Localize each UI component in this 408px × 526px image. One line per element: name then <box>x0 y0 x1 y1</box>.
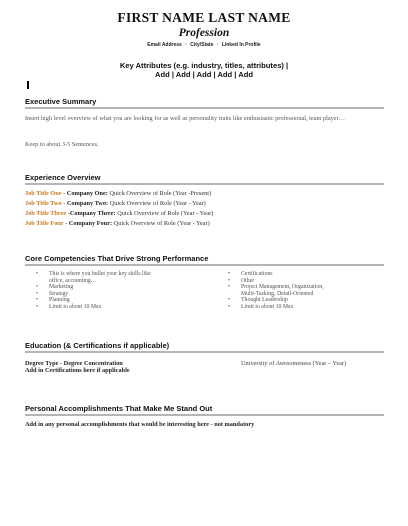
job-detail: Quick Overview of Role (Year - Year) <box>112 220 210 227</box>
email-address: Email Address <box>147 42 182 48</box>
job-entry <box>25 200 206 207</box>
job-entry <box>25 210 213 217</box>
job-separator: - <box>61 190 67 197</box>
key-attributes-line-1: Key Attributes (e.g. industry, titles, attributes) | <box>119 61 289 70</box>
competencies-right-list <box>228 271 388 311</box>
company-name: Company Three: <box>69 210 116 217</box>
section-title-executive-summary: Executive Summary <box>25 97 97 106</box>
list-item: • Marketing <box>36 284 206 291</box>
section-title-competencies: Core Competencies That Drive Strong Performance <box>25 254 209 263</box>
contact-line <box>0 42 408 48</box>
list-item: • Strategy <box>36 291 206 298</box>
section-divider <box>25 351 384 353</box>
section-divider <box>25 414 384 416</box>
job-title: Job Title One <box>25 190 62 197</box>
job-separator: - <box>63 220 69 227</box>
job-entry <box>25 190 211 197</box>
job-separator: - <box>61 200 67 207</box>
degree: Degree Type - Degree Concentration <box>25 360 123 367</box>
full-name: FIRST NAME LAST NAME <box>117 10 291 25</box>
job-detail: Quick Overview of Role (Year -Present) <box>107 190 212 197</box>
list-item: • Project Management, Organization, <box>228 284 388 291</box>
list-item-continuation: Multi-Tasking, Detail-Oriented <box>241 290 314 297</box>
section-divider <box>25 264 384 266</box>
list-item: • Other <box>228 278 388 285</box>
list-item: • Certifications <box>228 271 388 278</box>
company-name: Company Two: <box>66 200 109 207</box>
job-title: Job Title Four <box>25 220 64 227</box>
school: University of Awesomeness (Year – Year) <box>241 360 347 367</box>
text-cursor <box>27 81 29 89</box>
executive-summary-note: Keep to about 3-5 Sentences. <box>25 141 99 148</box>
key-attributes-line-2: Add | Add | Add | Add | Add <box>154 70 254 79</box>
competencies-left-list <box>36 271 206 311</box>
section-title-accomplishments: Personal Accomplishments That Make Me Stand Out <box>25 404 213 413</box>
list-item: • Limit to about 10 Max <box>228 304 388 311</box>
section-divider <box>25 107 384 109</box>
list-item: • Limit to about 10 Max <box>36 304 206 311</box>
company-name: Company One: <box>66 190 108 197</box>
contact-separator: · <box>216 42 219 48</box>
job-separator: - <box>66 210 70 217</box>
list-item: • Planning <box>36 297 206 304</box>
section-divider <box>25 183 384 185</box>
linkedin-profile: Linked In Profile <box>221 42 261 48</box>
job-detail: Quick Overview of Role (Year - Year) <box>108 200 206 207</box>
list-item: • Thought Leadership <box>228 297 388 304</box>
job-title: Job Title Three <box>25 210 67 217</box>
section-title-experience: Experience Overview <box>25 173 101 182</box>
profession: Profession <box>178 27 230 39</box>
city-state: City/State <box>190 42 214 48</box>
job-detail: Quick Overview of Role (Year - Year) <box>115 210 214 217</box>
company-name: Company Four: <box>68 220 113 227</box>
job-title: Job Title Two <box>25 200 62 207</box>
list-item-continuation: office, accounting… <box>49 277 97 284</box>
section-title-education: Education (& Certifications if applicable) <box>25 341 170 350</box>
job-entry <box>25 220 210 227</box>
accomplishments-text: Add in any personal accomplishments that would be interesting here - not mandatory <box>25 421 255 428</box>
list-item: • This is where you bullet your key skills like <box>36 271 206 278</box>
certifications: Add in Certifications here if applicable <box>25 367 130 374</box>
contact-separator: · <box>185 42 187 48</box>
executive-summary-paragraph: Insert high level overview of what you are looking for as well as personality traits like enthusiastic professional, team player… <box>25 115 346 122</box>
